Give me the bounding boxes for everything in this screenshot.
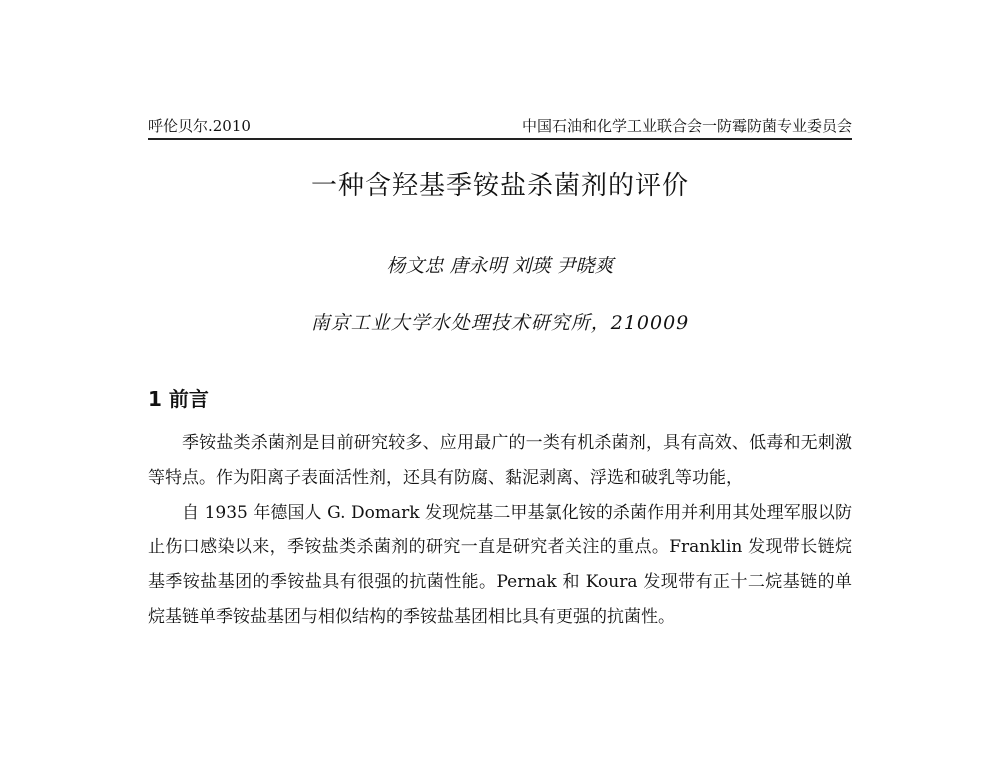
header-organization: 中国石油和化学工业联合会一防霉防菌专业委员会 — [521, 117, 852, 135]
header-conference-location: 呼伦贝尔.2010 — [148, 117, 251, 135]
running-header — [148, 116, 852, 140]
section-heading-introduction: 1 前言 — [148, 387, 209, 411]
section-body — [148, 426, 852, 635]
author-affiliation: 南京工业大学水处理技术研究所，210009 — [310, 312, 690, 334]
body-paragraph: 自 1935 年德国人 G. Domark 发现烷基二甲基氯化铵的杀菌作用并利用其处理军服以防止伤口感染以来，季铵盐类杀菌剂的研究一直是研究者关注的重点。Franklin 发现带长链烷基季铵盐基团的季铵盐具有很强的抗菌性能。Pernak 和 Koura 发现带有正十二烷基链的单烷基链单季铵盐基团与相似结构的季铵盐基团相比具有更强的抗菌性。 — [148, 502, 852, 627]
body-paragraph: 季铵盐类杀菌剂是目前研究较多、应用最广的一类有机杀菌剂，具有高效、低毒和无刺激等特点。作为阳离子表面活性剂，还具有防腐、黏泥剥离、浮选和破乳等功能， — [148, 433, 852, 488]
author-list: 杨文忠 唐永明 刘瑛 尹晓爽 — [386, 255, 614, 277]
paper-title: 一种含羟基季铵盐杀菌剂的评价 — [310, 171, 689, 201]
